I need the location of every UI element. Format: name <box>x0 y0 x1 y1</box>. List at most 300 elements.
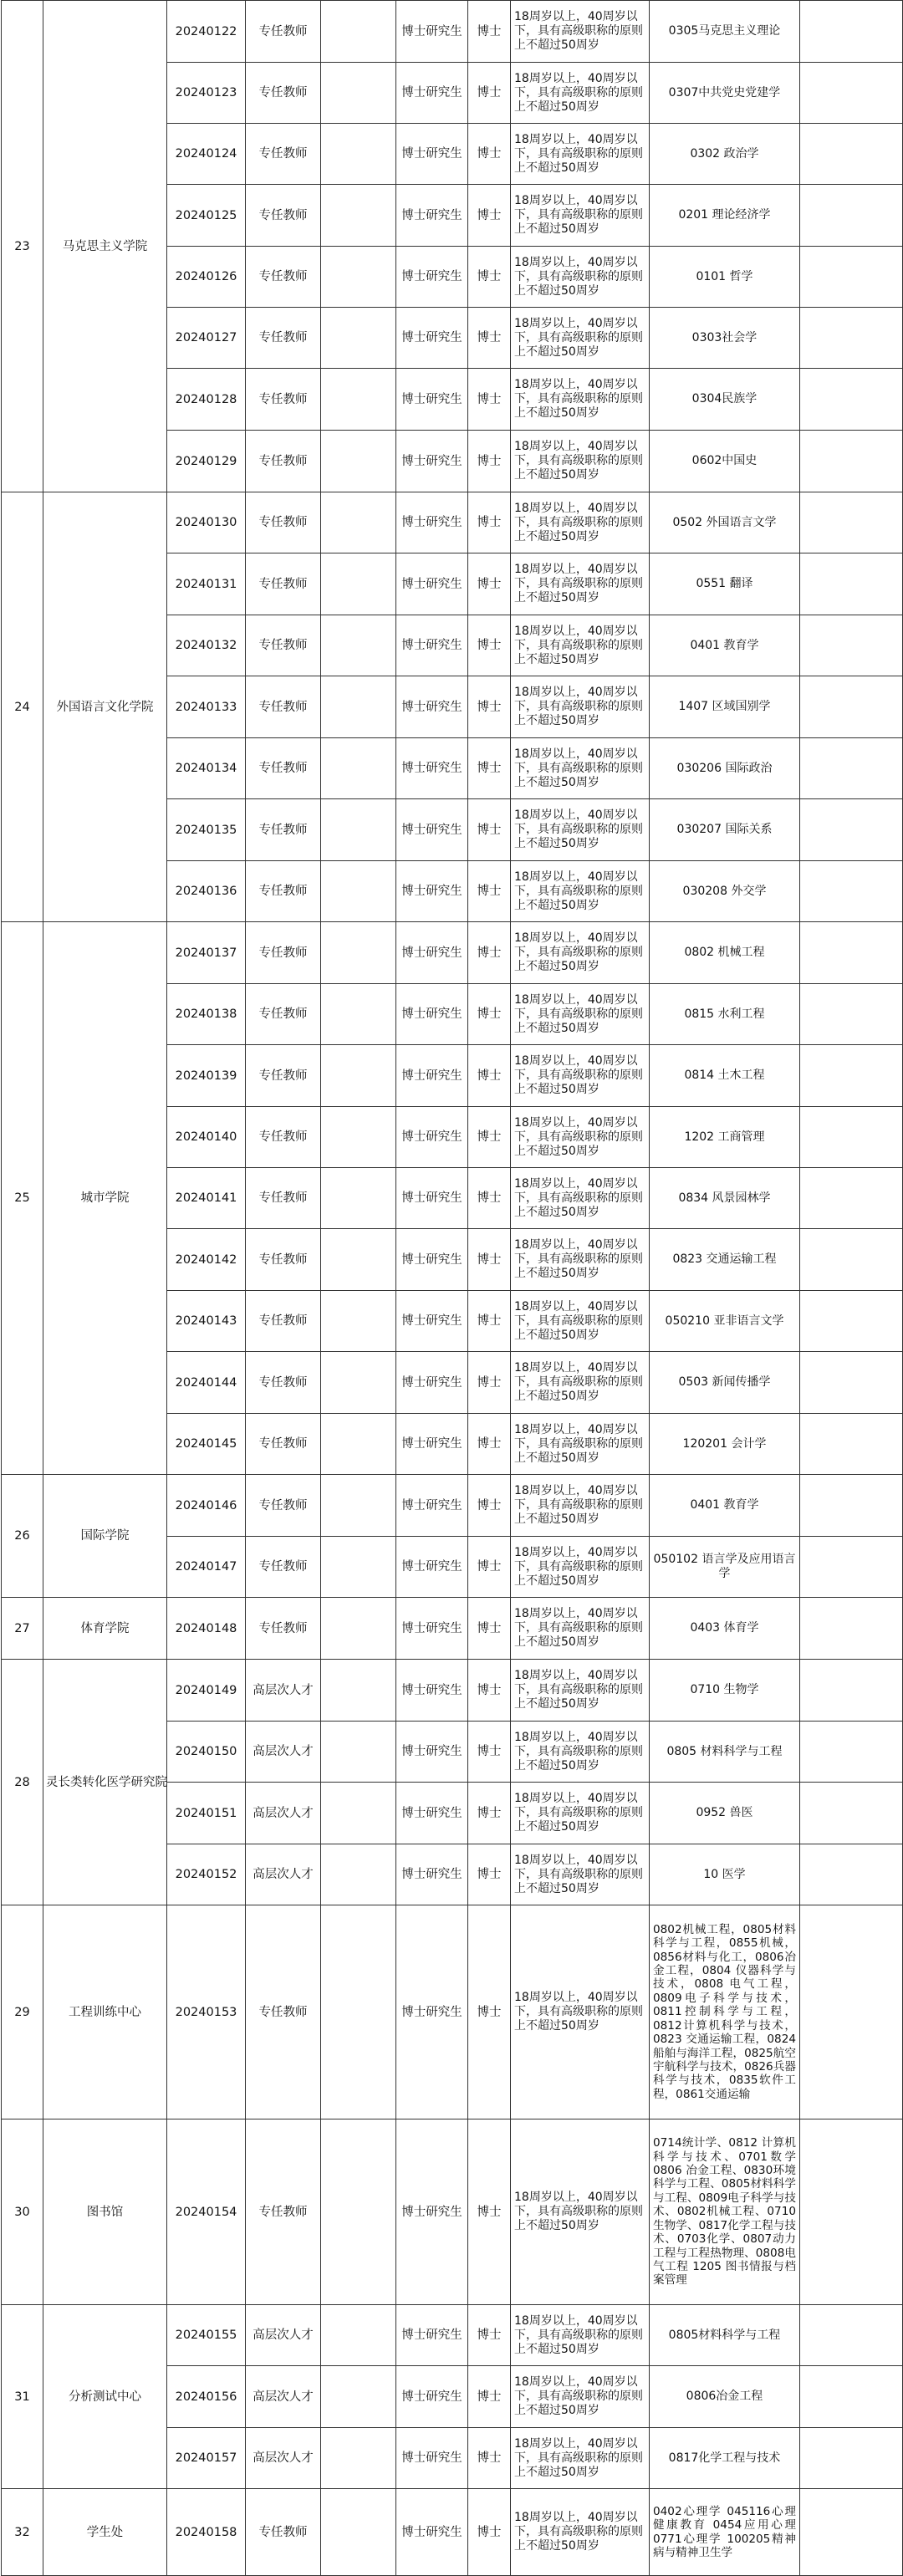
age-requirement-cell: 18周岁以上，40周岁以下，具有高级职称的原则上不超过50周岁 <box>511 553 650 615</box>
age-requirement-cell: 18周岁以上，40周岁以下，具有高级职称的原则上不超过50周岁 <box>511 799 650 861</box>
position-type-cell: 专任教师 <box>246 1352 321 1414</box>
education-cell: 博士研究生 <box>396 124 468 185</box>
department-cell: 学生处 <box>43 2489 167 2576</box>
degree-cell: 博士 <box>468 1475 511 1537</box>
age-requirement-cell: 18周岁以上，40周岁以下，具有高级职称的原则上不超过50周岁 <box>511 738 650 799</box>
education-cell: 博士研究生 <box>396 984 468 1045</box>
remarks-cell <box>800 247 903 308</box>
code-cell: 20240145 <box>167 1414 246 1475</box>
age-requirement-cell: 18周岁以上，40周岁以下，具有高级职称的原则上不超过50周岁 <box>511 2366 650 2428</box>
degree-cell: 博士 <box>468 1352 511 1414</box>
age-requirement-cell: 18周岁以上，40周岁以下，具有高级职称的原则上不超过50周岁 <box>511 1905 650 2119</box>
degree-cell: 博士 <box>468 1905 511 2119</box>
major-cell: 10 医学 <box>650 1844 800 1905</box>
age-requirement-cell: 18周岁以上，40周岁以下，具有高级职称的原则上不超过50周岁 <box>511 1 650 63</box>
position-type-cell: 高层次人才 <box>246 2305 321 2366</box>
age-requirement-cell: 18周岁以上，40周岁以下，具有高级职称的原则上不超过50周岁 <box>511 1722 650 1783</box>
age-requirement-cell: 18周岁以上，40周岁以下，具有高级职称的原则上不超过50周岁 <box>511 1537 650 1598</box>
code-cell: 20240138 <box>167 984 246 1045</box>
code-cell: 20240149 <box>167 1660 246 1722</box>
code-cell: 20240150 <box>167 1722 246 1783</box>
major-cell: 0817化学工程与技术 <box>650 2428 800 2489</box>
education-cell: 博士研究生 <box>396 922 468 984</box>
position-type-cell: 专任教师 <box>246 1 321 63</box>
code-cell: 20240140 <box>167 1107 246 1168</box>
remarks-cell <box>800 1107 903 1168</box>
education-cell: 博士研究生 <box>396 431 468 492</box>
major-cell: 050210 亚非语言文学 <box>650 1291 800 1352</box>
education-cell: 博士研究生 <box>396 1783 468 1844</box>
sequence-number-cell: 28 <box>2 1660 43 1905</box>
blank-cell <box>321 1107 396 1168</box>
degree-cell: 博士 <box>468 1 511 63</box>
degree-cell: 博士 <box>468 2489 511 2576</box>
remarks-cell <box>800 1722 903 1783</box>
degree-cell: 博士 <box>468 861 511 922</box>
degree-cell: 博士 <box>468 922 511 984</box>
blank-cell <box>321 1291 396 1352</box>
remarks-cell <box>800 861 903 922</box>
code-cell: 20240158 <box>167 2489 246 2576</box>
age-requirement-cell: 18周岁以上，40周岁以下，具有高级职称的原则上不超过50周岁 <box>511 1844 650 1905</box>
blank-cell <box>321 922 396 984</box>
code-cell: 20240137 <box>167 922 246 984</box>
position-type-cell: 高层次人才 <box>246 1783 321 1844</box>
remarks-cell <box>800 615 903 676</box>
degree-cell: 博士 <box>468 738 511 799</box>
major-cell: 0806冶金工程 <box>650 2366 800 2428</box>
position-type-cell: 专任教师 <box>246 1475 321 1537</box>
education-cell: 博士研究生 <box>396 1722 468 1783</box>
remarks-cell <box>800 922 903 984</box>
code-cell: 20240156 <box>167 2366 246 2428</box>
code-cell: 20240157 <box>167 2428 246 2489</box>
major-cell: 030207 国际关系 <box>650 799 800 861</box>
age-requirement-cell: 18周岁以上，40周岁以下，具有高级职称的原则上不超过50周岁 <box>511 1352 650 1414</box>
department-cell: 马克思主义学院 <box>43 1 167 492</box>
degree-cell: 博士 <box>468 615 511 676</box>
table-row <box>2 922 903 984</box>
degree-cell: 博士 <box>468 369 511 431</box>
major-cell: 0802机械工程，0805材料科学与工程，0855机械，0856材料与化工，0806冶金工程，0804 仪器科学与技术，0808 电气工程，0809电子科学与技术，0811控制科学与工程，0812计算机科学与技术，0823 交通运输工程，0824船舶与海洋工程，0825航空宇航科学与技术，0826兵器科学与技术，0835软件工程，0861交通运输 <box>650 1905 800 2119</box>
degree-cell: 博士 <box>468 1168 511 1229</box>
degree-cell: 博士 <box>468 799 511 861</box>
blank-cell <box>321 799 396 861</box>
sequence-number-cell: 30 <box>2 2119 43 2305</box>
remarks-cell <box>800 1414 903 1475</box>
position-type-cell: 专任教师 <box>246 676 321 738</box>
remarks-cell <box>800 1168 903 1229</box>
age-requirement-cell: 18周岁以上，40周岁以下，具有高级职称的原则上不超过50周岁 <box>511 1414 650 1475</box>
sequence-number-cell: 26 <box>2 1475 43 1598</box>
position-type-cell: 专任教师 <box>246 1107 321 1168</box>
table-row <box>2 1 903 63</box>
major-cell: 0503 新闻传播学 <box>650 1352 800 1414</box>
department-cell: 灵长类转化医学研究院 <box>43 1660 167 1905</box>
position-type-cell: 专任教师 <box>246 1229 321 1291</box>
position-type-cell: 专任教师 <box>246 553 321 615</box>
code-cell: 20240126 <box>167 247 246 308</box>
age-requirement-cell: 18周岁以上，40周岁以下，具有高级职称的原则上不超过50周岁 <box>511 1107 650 1168</box>
age-requirement-cell: 18周岁以上，40周岁以下，具有高级职称的原则上不超过50周岁 <box>511 1660 650 1722</box>
remarks-cell <box>800 984 903 1045</box>
position-type-cell: 专任教师 <box>246 247 321 308</box>
major-cell: 0101 哲学 <box>650 247 800 308</box>
blank-cell <box>321 1537 396 1598</box>
education-cell: 博士研究生 <box>396 799 468 861</box>
education-cell: 博士研究生 <box>396 2489 468 2576</box>
education-cell: 博士研究生 <box>396 369 468 431</box>
age-requirement-cell: 18周岁以上，40周岁以下，具有高级职称的原则上不超过50周岁 <box>511 185 650 247</box>
education-cell: 博士研究生 <box>396 1598 468 1660</box>
sequence-number-cell: 29 <box>2 1905 43 2119</box>
position-type-cell: 专任教师 <box>246 1045 321 1107</box>
code-cell: 20240124 <box>167 124 246 185</box>
major-cell: 0710 生物学 <box>650 1660 800 1722</box>
major-cell: 030206 国际政治 <box>650 738 800 799</box>
blank-cell <box>321 984 396 1045</box>
degree-cell: 博士 <box>468 1844 511 1905</box>
remarks-cell <box>800 553 903 615</box>
position-type-cell: 专任教师 <box>246 1905 321 2119</box>
remarks-cell <box>800 1229 903 1291</box>
age-requirement-cell: 18周岁以上，40周岁以下，具有高级职称的原则上不超过50周岁 <box>511 2119 650 2305</box>
blank-cell <box>321 676 396 738</box>
department-cell: 体育学院 <box>43 1598 167 1660</box>
position-type-cell: 高层次人才 <box>246 1844 321 1905</box>
position-type-cell: 专任教师 <box>246 738 321 799</box>
remarks-cell <box>800 369 903 431</box>
blank-cell <box>321 124 396 185</box>
blank-cell <box>321 1598 396 1660</box>
age-requirement-cell: 18周岁以上，40周岁以下，具有高级职称的原则上不超过50周岁 <box>511 308 650 369</box>
code-cell: 20240139 <box>167 1045 246 1107</box>
education-cell: 博士研究生 <box>396 1844 468 1905</box>
code-cell: 20240131 <box>167 553 246 615</box>
position-type-cell: 专任教师 <box>246 2489 321 2576</box>
remarks-cell <box>800 1475 903 1537</box>
education-cell: 博士研究生 <box>396 1291 468 1352</box>
code-cell: 20240122 <box>167 1 246 63</box>
code-cell: 20240123 <box>167 63 246 124</box>
code-cell: 20240144 <box>167 1352 246 1414</box>
remarks-cell <box>800 1660 903 1722</box>
major-cell: 030208 外交学 <box>650 861 800 922</box>
blank-cell <box>321 369 396 431</box>
degree-cell: 博士 <box>468 247 511 308</box>
education-cell: 博士研究生 <box>396 2305 468 2366</box>
major-cell: 120201 会计学 <box>650 1414 800 1475</box>
education-cell: 博士研究生 <box>396 1045 468 1107</box>
position-type-cell: 专任教师 <box>246 1414 321 1475</box>
sequence-number-cell: 27 <box>2 1598 43 1660</box>
major-cell: 0402心理学 045116心理健康教育 0454应用心理 0771心理学 100205精神病与精神卫生学 <box>650 2489 800 2576</box>
education-cell: 博士研究生 <box>396 738 468 799</box>
age-requirement-cell: 18周岁以上，40周岁以下，具有高级职称的原则上不超过50周岁 <box>511 984 650 1045</box>
blank-cell <box>321 492 396 553</box>
remarks-cell <box>800 799 903 861</box>
age-requirement-cell: 18周岁以上，40周岁以下，具有高级职称的原则上不超过50周岁 <box>511 1598 650 1660</box>
blank-cell <box>321 2119 396 2305</box>
blank-cell <box>321 615 396 676</box>
major-cell: 1407 区域国别学 <box>650 676 800 738</box>
blank-cell <box>321 1905 396 2119</box>
education-cell: 博士研究生 <box>396 185 468 247</box>
major-cell: 0823 交通运输工程 <box>650 1229 800 1291</box>
remarks-cell <box>800 492 903 553</box>
position-type-cell: 高层次人才 <box>246 1722 321 1783</box>
remarks-cell <box>800 2366 903 2428</box>
degree-cell: 博士 <box>468 1291 511 1352</box>
major-cell: 0805 材料科学与工程 <box>650 1722 800 1783</box>
position-type-cell: 专任教师 <box>246 369 321 431</box>
age-requirement-cell: 18周岁以上，40周岁以下，具有高级职称的原则上不超过50周岁 <box>511 615 650 676</box>
code-cell: 20240141 <box>167 1168 246 1229</box>
age-requirement-cell: 18周岁以上，40周岁以下，具有高级职称的原则上不超过50周岁 <box>511 1783 650 1844</box>
code-cell: 20240154 <box>167 2119 246 2305</box>
code-cell: 20240152 <box>167 1844 246 1905</box>
education-cell: 博士研究生 <box>396 308 468 369</box>
blank-cell <box>321 1 396 63</box>
blank-cell <box>321 1783 396 1844</box>
degree-cell: 博士 <box>468 1229 511 1291</box>
sequence-number-cell: 32 <box>2 2489 43 2576</box>
blank-cell <box>321 553 396 615</box>
remarks-cell <box>800 1537 903 1598</box>
major-cell: 0303社会学 <box>650 308 800 369</box>
blank-cell <box>321 1660 396 1722</box>
code-cell: 20240155 <box>167 2305 246 2366</box>
degree-cell: 博士 <box>468 1598 511 1660</box>
position-type-cell: 专任教师 <box>246 124 321 185</box>
degree-cell: 博士 <box>468 1414 511 1475</box>
blank-cell <box>321 1414 396 1475</box>
remarks-cell <box>800 1352 903 1414</box>
education-cell: 博士研究生 <box>396 1905 468 2119</box>
table-row <box>2 1475 903 1537</box>
major-cell: 0714统计学、0812 计算机科学与技术、0701数学0806 冶金工程、0830环境科学与工程、0805材料科学与工程、0809电子科学与技术、0802机械工程、0710生物学、0817化学工程与技术、0703化学、0807动力工程与工程热物理、0808电气工程 1205 图书情报与档案管理 <box>650 2119 800 2305</box>
table-row <box>2 2119 903 2305</box>
remarks-cell <box>800 1783 903 1844</box>
age-requirement-cell: 18周岁以上，40周岁以下，具有高级职称的原则上不超过50周岁 <box>511 124 650 185</box>
age-requirement-cell: 18周岁以上，40周岁以下，具有高级职称的原则上不超过50周岁 <box>511 63 650 124</box>
code-cell: 20240133 <box>167 676 246 738</box>
age-requirement-cell: 18周岁以上，40周岁以下，具有高级职称的原则上不超过50周岁 <box>511 492 650 553</box>
position-type-cell: 专任教师 <box>246 308 321 369</box>
blank-cell <box>321 1475 396 1537</box>
major-cell: 0502 外国语言文学 <box>650 492 800 553</box>
age-requirement-cell: 18周岁以上，40周岁以下，具有高级职称的原则上不超过50周岁 <box>511 1168 650 1229</box>
department-cell: 城市学院 <box>43 922 167 1475</box>
age-requirement-cell: 18周岁以上，40周岁以下，具有高级职称的原则上不超过50周岁 <box>511 1291 650 1352</box>
degree-cell: 博士 <box>468 308 511 369</box>
department-cell: 分析测试中心 <box>43 2305 167 2489</box>
age-requirement-cell: 18周岁以上，40周岁以下，具有高级职称的原则上不超过50周岁 <box>511 922 650 984</box>
code-cell: 20240132 <box>167 615 246 676</box>
education-cell: 博士研究生 <box>396 676 468 738</box>
degree-cell: 博士 <box>468 2119 511 2305</box>
education-cell: 博士研究生 <box>396 1107 468 1168</box>
degree-cell: 博士 <box>468 1783 511 1844</box>
position-type-cell: 高层次人才 <box>246 2366 321 2428</box>
position-type-cell: 专任教师 <box>246 2119 321 2305</box>
degree-cell: 博士 <box>468 2305 511 2366</box>
major-cell: 1202 工商管理 <box>650 1107 800 1168</box>
sequence-number-cell: 25 <box>2 922 43 1475</box>
education-cell: 博士研究生 <box>396 1660 468 1722</box>
major-cell: 0802 机械工程 <box>650 922 800 984</box>
education-cell: 博士研究生 <box>396 247 468 308</box>
major-cell: 0805材料科学与工程 <box>650 2305 800 2366</box>
degree-cell: 博士 <box>468 1722 511 1783</box>
age-requirement-cell: 18周岁以上，40周岁以下，具有高级职称的原则上不超过50周岁 <box>511 1045 650 1107</box>
major-cell: 0403 体育学 <box>650 1598 800 1660</box>
remarks-cell <box>800 63 903 124</box>
education-cell: 博士研究生 <box>396 615 468 676</box>
degree-cell: 博士 <box>468 124 511 185</box>
education-cell: 博士研究生 <box>396 1352 468 1414</box>
major-cell: 0602中国史 <box>650 431 800 492</box>
position-type-cell: 专任教师 <box>246 492 321 553</box>
position-type-cell: 专任教师 <box>246 185 321 247</box>
code-cell: 20240127 <box>167 308 246 369</box>
degree-cell: 博士 <box>468 63 511 124</box>
age-requirement-cell: 18周岁以上，40周岁以下，具有高级职称的原则上不超过50周岁 <box>511 2489 650 2576</box>
degree-cell: 博士 <box>468 2428 511 2489</box>
remarks-cell <box>800 1844 903 1905</box>
education-cell: 博士研究生 <box>396 553 468 615</box>
degree-cell: 博士 <box>468 492 511 553</box>
code-cell: 20240153 <box>167 1905 246 2119</box>
major-cell: 0814 土木工程 <box>650 1045 800 1107</box>
position-type-cell: 专任教师 <box>246 984 321 1045</box>
recruitment-table <box>1 0 903 2576</box>
code-cell: 20240128 <box>167 369 246 431</box>
remarks-cell <box>800 185 903 247</box>
age-requirement-cell: 18周岁以上，40周岁以下，具有高级职称的原则上不超过50周岁 <box>511 247 650 308</box>
age-requirement-cell: 18周岁以上，40周岁以下，具有高级职称的原则上不超过50周岁 <box>511 861 650 922</box>
education-cell: 博士研究生 <box>396 1537 468 1598</box>
degree-cell: 博士 <box>468 185 511 247</box>
education-cell: 博士研究生 <box>396 1414 468 1475</box>
remarks-cell <box>800 1045 903 1107</box>
remarks-cell <box>800 431 903 492</box>
education-cell: 博士研究生 <box>396 1229 468 1291</box>
age-requirement-cell: 18周岁以上，40周岁以下，具有高级职称的原则上不超过50周岁 <box>511 2305 650 2366</box>
remarks-cell <box>800 676 903 738</box>
position-type-cell: 专任教师 <box>246 63 321 124</box>
age-requirement-cell: 18周岁以上，40周岁以下，具有高级职称的原则上不超过50周岁 <box>511 431 650 492</box>
education-cell: 博士研究生 <box>396 2119 468 2305</box>
major-cell: 0305马克思主义理论 <box>650 1 800 63</box>
blank-cell <box>321 431 396 492</box>
blank-cell <box>321 738 396 799</box>
code-cell: 20240136 <box>167 861 246 922</box>
remarks-cell <box>800 1 903 63</box>
degree-cell: 博士 <box>468 1537 511 1598</box>
major-cell: 0401 教育学 <box>650 615 800 676</box>
education-cell: 博士研究生 <box>396 2428 468 2489</box>
major-cell: 0302 政治学 <box>650 124 800 185</box>
blank-cell <box>321 1722 396 1783</box>
code-cell: 20240148 <box>167 1598 246 1660</box>
major-cell: 0401 教育学 <box>650 1475 800 1537</box>
degree-cell: 博士 <box>468 984 511 1045</box>
code-cell: 20240146 <box>167 1475 246 1537</box>
blank-cell <box>321 308 396 369</box>
blank-cell <box>321 2305 396 2366</box>
major-cell: 0307中共党史党建学 <box>650 63 800 124</box>
major-cell: 0304民族学 <box>650 369 800 431</box>
sequence-number-cell: 24 <box>2 492 43 922</box>
code-cell: 20240125 <box>167 185 246 247</box>
major-cell: 0551 翻译 <box>650 553 800 615</box>
education-cell: 博士研究生 <box>396 861 468 922</box>
remarks-cell <box>800 2305 903 2366</box>
blank-cell <box>321 2428 396 2489</box>
remarks-cell <box>800 1291 903 1352</box>
blank-cell <box>321 1844 396 1905</box>
department-cell: 外国语言文化学院 <box>43 492 167 922</box>
code-cell: 20240135 <box>167 799 246 861</box>
remarks-cell <box>800 738 903 799</box>
degree-cell: 博士 <box>468 1660 511 1722</box>
major-cell: 0815 水利工程 <box>650 984 800 1045</box>
position-type-cell: 专任教师 <box>246 431 321 492</box>
education-cell: 博士研究生 <box>396 1168 468 1229</box>
blank-cell <box>321 1045 396 1107</box>
position-type-cell: 专任教师 <box>246 615 321 676</box>
position-type-cell: 专任教师 <box>246 1598 321 1660</box>
position-type-cell: 专任教师 <box>246 1537 321 1598</box>
education-cell: 博士研究生 <box>396 1475 468 1537</box>
blank-cell <box>321 247 396 308</box>
major-cell: 0834 风景园林学 <box>650 1168 800 1229</box>
education-cell: 博士研究生 <box>396 2366 468 2428</box>
position-type-cell: 专任教师 <box>246 922 321 984</box>
education-cell: 博士研究生 <box>396 1 468 63</box>
code-cell: 20240142 <box>167 1229 246 1291</box>
remarks-cell <box>800 124 903 185</box>
major-cell: 0201 理论经济学 <box>650 185 800 247</box>
code-cell: 20240130 <box>167 492 246 553</box>
department-cell: 国际学院 <box>43 1475 167 1598</box>
table-body <box>2 1 903 2576</box>
remarks-cell <box>800 1905 903 2119</box>
degree-cell: 博士 <box>468 553 511 615</box>
code-cell: 20240134 <box>167 738 246 799</box>
department-cell: 图书馆 <box>43 2119 167 2305</box>
table-row <box>2 1660 903 1722</box>
blank-cell <box>321 861 396 922</box>
major-cell: 0952 兽医 <box>650 1783 800 1844</box>
code-cell: 20240129 <box>167 431 246 492</box>
age-requirement-cell: 18周岁以上，40周岁以下，具有高级职称的原则上不超过50周岁 <box>511 2428 650 2489</box>
degree-cell: 博士 <box>468 676 511 738</box>
position-type-cell: 专任教师 <box>246 861 321 922</box>
age-requirement-cell: 18周岁以上，40周岁以下，具有高级职称的原则上不超过50周岁 <box>511 369 650 431</box>
blank-cell <box>321 1229 396 1291</box>
age-requirement-cell: 18周岁以上，40周岁以下，具有高级职称的原则上不超过50周岁 <box>511 676 650 738</box>
table-row <box>2 2305 903 2366</box>
sequence-number-cell: 23 <box>2 1 43 492</box>
remarks-cell <box>800 2428 903 2489</box>
code-cell: 20240147 <box>167 1537 246 1598</box>
degree-cell: 博士 <box>468 2366 511 2428</box>
position-type-cell: 专任教师 <box>246 1168 321 1229</box>
position-type-cell: 高层次人才 <box>246 1660 321 1722</box>
table-row <box>2 492 903 553</box>
